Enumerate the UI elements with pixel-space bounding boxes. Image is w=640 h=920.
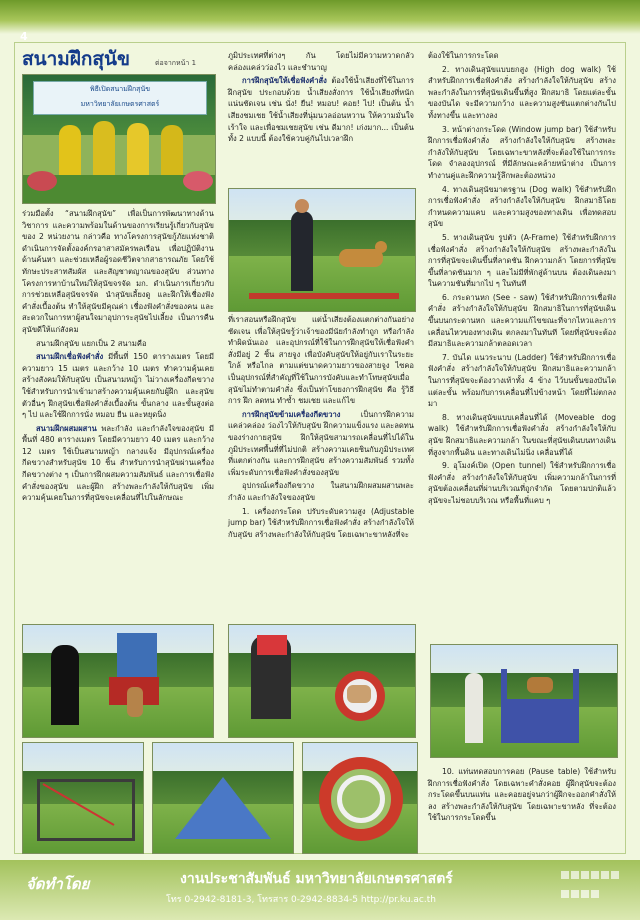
obstacle-item-7: 7. บันได แนวระนาบ (Ladder) ใช้สำหรับฝึกการเชื่อฟังคำสั่ง สร้างกำลังใจให้กับสุนัข ฝึกสมาธิและความกล้า ในการที่สุนัขจะต้องวางเท้าทั้ง 4 ข้าง ไว้บนขั้นของบันได แต่ละขั้น พร้อมกับการเคลื่อนที่ไปข้างหน้า โดยที่ไม่ตกลงมา xyxy=(428,352,616,409)
tunnel-ring-photo xyxy=(302,742,418,854)
column-3 xyxy=(428,50,616,509)
open-tunnel-photo xyxy=(228,624,416,738)
obstacle-item-4: 4. ทางเดินสุนัขมาตรฐาน (Dog walk) ใช้สำหรับฝึกการเชื่อฟังคำสั่ง สร้างกำลังใจให้กับสุนัข ฝึกสมาธิโดยกำหนดความแคบ และความสูงของทางเดิน เพื่อทดสอบสุนัข xyxy=(428,184,616,229)
obstacle-item-5: 5. ทางเดินสุนัข รูปตัว (A-Frame) ใช้สำหรับฝึกการเชื่อฟังคำสั่ง สร้างกำลังใจให้กับสุนัข สร้างพละกำลังในการที่สุนัขจะเดินขึ้นที่ลาดชัน ฝึกความกล้า โดยการที่สุนัขขึ้นที่ลาดชันมาก ๆ และไม่มีที่พักสู่ด้านบน ต้องเดินลงมาในความชันที่มากไป ๆ ในทันที xyxy=(428,232,616,289)
col1-paragraph-1: ร่วมมือตั้ง “สนามฝึกสุนัข” เพื่อเป็นการพัฒนาทางด้านวิชาการ และความพร้อมในด้านของการเรียนรู้เกี่ยวกับสุนัขของ 2 หน่วยงาน กล่าวคือ ทางโครงการสุนัขกู้ภัยแห่งชาติดำเนินการจัดตั้งองค์กรอาสาสมัครพลเรือน เพื่อปฏิบัติงานด้านค้นหา และช่วยเหลือผู้รอดชีวิตจากสาธารณภัย โดยใช้ทักษะประสาทสัมผัส และสัญชาตญาณของสุนัข ส่วนทางโครงการหาบ้านใหม่ให้สุนัขจรจัด มก. ดำเนินการเกี่ยวกับการช่วยเหลือสุนัขจรจัด นำสุนัขเลี้ยงดู และฝึกให้เชื่องฟังคำสั่งเบื้องต้น ทำให้สุนัขมีคุณค่า เชื่องฟังคำสั่งของคน และสะดวกในการหาผู้สนใจมาอุปการะสุนัขไปเลี้ยง เป็นการคืนสุนัขดีให้แก่สังคม xyxy=(22,209,214,334)
col2-paragraph-1: ภูมิประเทศที่ต่างๆ กัน โดยไม่มีความหวาดกลัว คล่องแคล่วว่องไว และชำนาญ xyxy=(228,51,414,72)
page-number: 4 xyxy=(20,30,28,43)
obstacle-item-6: 6. กระดานหก (See - saw) ใช้สำหรับฝึกการเชื่อฟังคำสั่ง สร้างกำลังใจให้กับสุนัข ฝึกสมาธิในการที่สุนัขเดินขึ้นบนกระดานหก และความแก้ไขขณะที่จากไหวและการเคลื่อนไหวของทางเดิน ตกลงมาในทันที โดยที่สุนัขจะต้องมีสมาธิและความกล้าตลอดเวลา xyxy=(428,292,616,349)
footer-label: จัดทำโดย xyxy=(26,875,90,893)
section-title: สนามฝึกสุนัข xyxy=(22,48,130,70)
col2-paragraph-2: ต้องใช้น้ำเสียงที่ใช้ในการฝึกสุนัข ประกอบด้วย น้ำเสียงสั่งการ ใช้น้ำเสียงที่หนักแน่นชัดเจน เช่น นั่ง! ยืน! หมอบ! คอย! ไป! เป็นต้น น้ำเสียงชมเชย ใช้น้ำเสียงที่นุ่มนวลอ่อนหวาน ให้ความมั่นใจ เร้าใจ และเพื่อชมเชยสุนัข เช่น ดีมาก! เก่งมาก... เป็นต้น ทั้ง 2 แบบนี้ ต้องใช้ควบคู่กันไปเวลาฝึก xyxy=(228,76,414,144)
col2-paragraph-3: ที่เราสอนหรือฝึกสุนัข แต่น้ำเสียงต้องแตกต่างกันอย่างชัดเจน เพื่อให้สุนัขรู้ว่าเจ้าของมีนัยกำลังทำถูก หรือกำลังทำผิดนั่นเอง และอุปกรณ์ที่ใช้ในการฝึกสุนัขให้เชื่อฟังคำสั่งมีอยู่ 2 ชิ้น สายจูง เพื่อบังคับสุนัขให้อยู่กับเราในระยะใกล้ หรือไกล ตามแต่ขนาดความยาวของสายจูง ไซคอ เป็นอุปกรณ์ที่สำคัญที่ใช้ในการบังคับและทำโทษสุนัขเมื่อสุนัขไม่ทำตามคำสั่ง ซึ่งเป็นท่าโขยงการฝึกสุนัข คือ รู้วิธีการ ฝึก ลดทน ทำซ้ำ ชมเชย และแก้ไข xyxy=(228,315,414,406)
footer-organization: งานประชาสัมพันธ์ มหาวิทยาลัยเกษตรศาสตร์ xyxy=(180,871,453,887)
top-banner-strip xyxy=(0,0,640,34)
obstacle-item-10: 10. แท่นทดสอบการคอย (Pause table) ใช้สำหรับฝึกการเชื่อฟังคำสั่ง โดยเฉพาะคำสั่งคอย ผู้ฝึกสุนัขจะต้องกระโดดขึ้นบนแท่น และคอยอยู่จนกว่าผู้ฝึกจะออกคำสั่งให้ลง สร้างพละกำลังให้กับสุนัข โดยเฉพาะขาหลัง ที่จะต้องใช้ในการกระโดดขึ้น xyxy=(428,767,616,823)
column-2 xyxy=(228,50,414,147)
obstacle-item-3: 3. หน้าต่างกระโดด (Window jump bar) ใช้สำหรับฝึกการเชื่อฟังคำสั่ง สร้างกำลังใจให้กับสุนัข สร้างพละกำลังให้กับสุนัข โดยเฉพาะขาหลังที่จะต้องใช้ในการกระโดด จำลองอุปกรณ์ ที่มีลักษณะคล้ายหน้าต่าง เป็นการทำงานคู่และฝึกความรู้ลึกพละต้องหน่วง xyxy=(428,124,616,180)
opening-ceremony-photo xyxy=(22,74,216,204)
col2-paragraph-5: อุปกรณ์เครื่องกีดขวาง ในสนามฝึกผสมผสานพละกำลัง และกำลังใจของสุนัข xyxy=(228,481,414,502)
column-1 xyxy=(22,208,214,506)
weave-frame-photo xyxy=(22,742,144,854)
column-2-continued xyxy=(228,314,414,542)
col1-paragraph-4: พละกำลัง และกำลังใจของสุนัข มีพื้นที่ 480 ตารางเมตร โดยมีความยาว 40 เมตร และกว้าง 12 เมตร ใช้เป็นสนามหญ้า กลางแจ้ง มีอุปกรณ์เครื่องกีดขวางสำหรับสุนัข 10 ชิ้น สำหรับการนำสุนัขผ่านเครื่องกีดขวางต่าง ๆ เป็นการฝึกผสมความสัมพันธ์ และการเชื่อฟังคำสั่งของสุนัข และผู้ฝึก สร้างพละกำลังให้กับสุนัข เพิ่มความคุ้นเคยในการที่สุนัขจะเคลื่อนที่ไปในลักษณะ xyxy=(22,423,214,503)
col2-paragraph-4: เป็นการฝึกความแคล่วคล่อง ว่องไวให้กับสุนัข ฝึกความแข็งแรง และลดทนของร่างกายสุนัข ฝึกให้สุนัขสามารถเคลื่อนที่ไปได้ในภูมิประเทศพื้นที่ที่ไม่ปกติ สร้างความเคยชินกับภูมิประเทศที่แตกต่างกัน และการฝึกสุนัข สร้างความสัมพันธ์ รวมทั้งเพิ่มระดับการเชื่อฟังคำสั่งของสุนัข xyxy=(228,409,414,477)
col1-heading-mixed-field: สนามฝึกผสมผสาน xyxy=(36,423,97,433)
window-jump-photo xyxy=(22,624,214,738)
obstacle-item-9: 9. อุโมงค์เปิด (Open tunnel) ใช้สำหรับฝึกการเชื่อฟังคำสั่ง สร้างกำลังใจให้กับสุนัข เพิ่มความกล้าในการที่สุนัขต้องเคลื่อนที่ผ่านบริเวณที่ถูกจำกัด โดยตามปกติแล้วสุนัขจะไม่ชอบบริเวณ หรือพื้นที่แคบ ๆ xyxy=(428,461,616,505)
column-3-end xyxy=(428,766,616,826)
continued-from-note: ต่อจากหน้า 1 xyxy=(155,59,197,67)
col2-paragraph-6: 1. เครื่องกระโดด ปรับระดับความสูง (Adjustable jump bar) ใช้สำหรับฝึกการเชื่อฟังคำสั่ง สร้างกำลังใจให้กับสุนัข สร้างพละกำลังให้กับสุนัข โดยเฉพาะขาหลังที่จะ xyxy=(228,506,414,539)
a-frame-photo xyxy=(152,742,294,854)
col1-paragraph-3: มีพื้นที่ 150 ตารางเมตร โดยมีความยาว 15 เมตร และกว้าง 10 เมตร ทำความคุ้นเคยสร้างสังคมให้กับสุนัข เป็นสนามหญ้า ไม่วางเครื่องกีดขวาง ใช้สำหรับการนำเข้ามาสร้างความคุ้นเคยกับผู้ฝึก และสุนัขตัวอื่นๆ ฝึกสุนัขเชื่อฟังคำสั่งเบื้องต้น ขั้นกลาง และขั้นสูงต่อ ๆ ไป และใช้ฝึกการนั่ง หมอบ ยืน และหยุดนิ่ง xyxy=(22,352,214,420)
banner-line-1: พิธีเปิดสนามฝึกสุนัข xyxy=(89,85,151,93)
banner-line-2: มหาวิทยาลัยเกษตรศาสตร์ xyxy=(80,100,160,108)
footer-contact: โทร 0-2942-8181-3, โทรสาร 0-2942-8834-5 http://pr.ku.ac.th xyxy=(166,895,436,905)
col1-paragraph-2: สนามฝึกสุนัข แยกเป็น 2 สนามคือ xyxy=(36,338,147,348)
trainer-dog-photo xyxy=(228,188,416,312)
col3-intro: ต้องใช้ในการกระโดด xyxy=(428,51,499,60)
pause-table-photo xyxy=(430,644,618,758)
footer-decor-grid xyxy=(560,865,620,895)
obstacle-item-2: 2. ทางเดินสุนัขแบบยกสูง (High dog walk) ใช้สำหรับฝึกการเชื่อฟังคำสั่ง สร้างกำลังใจให้กับสุนัข สร้างพละกำลังในการที่สุนัขเดินขึ้นที่สูง ฝึกสมาธิ โดยแต่ละขั้นของบันได จะมีความกว้าง และความสูงชันแตกต่างกันไป ทั้งทางขึ้น และทางลง xyxy=(428,64,616,120)
obstacle-item-8: 8. ทางเดินสุนัขแบบเคลื่อนที่ได้ (Moveable dog walk) ใช้สำหรับฝึกการเชื่อฟังคำสั่ง สร้างกำลังใจให้กับสุนัข ฝึกสมาธิและความกล้า ในขณะที่สุนัขเดินบนทางเดินที่สูงจากพื้นดิน และทางเดินไม่นิ่ง เคลื่อนที่ได้ xyxy=(428,412,616,457)
col1-heading-obedience-field: สนามฝึกเชื่อฟังคำสั่ง xyxy=(36,352,104,362)
col2-heading-obedience-training: การฝึกสุนัขให้เชื่อฟังคำสั่ง xyxy=(242,76,327,86)
col2-heading-obstacle-training: การฝึกสุนัขข้ามเครื่องกีดขวาง xyxy=(242,409,341,419)
ceremony-banner xyxy=(33,81,207,115)
